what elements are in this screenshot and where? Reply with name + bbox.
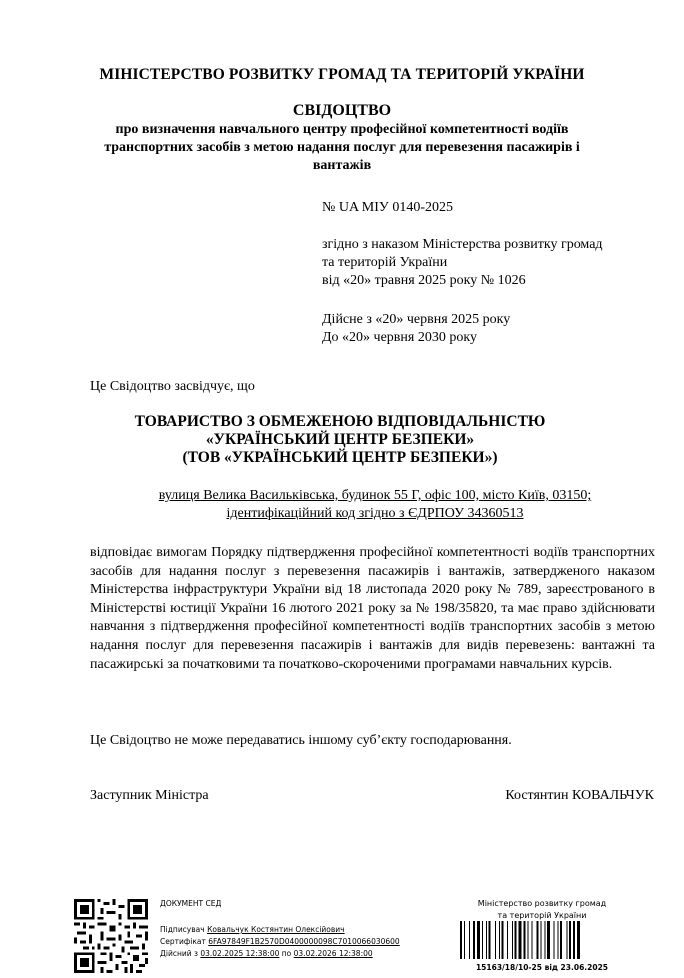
main-paragraph: відповідає вимогам Порядку підтвердження професійної компетентності водіїв транспортних засобів для надання послуг з перевезення пасажирів і вантажів, затвердженого наказом Міністерства інфраструктури України від 18 листопада 2020 року № 789, зареєстрованого в Міністерстві юстиції України 16 лютого 2021 року за № 198/35820, та має право здійснювати навчання з підтвердження професійної компетентності водіїв транспортних засобів з метою надання послуг для перевезення пасажирів і вантажів для видів перевезень: вантажні та пасажирські за початковими та початково-скороченими програмами навчальних курсів. — [90, 545, 655, 672]
valid-mid: по — [279, 949, 294, 958]
company-line: «УКРАЇНСЬКИЙ ЦЕНТР БЕЗПЕКИ» — [205, 431, 475, 448]
order-line: від «20» травня 2025 року № 1026 — [322, 273, 526, 288]
signer-prefix: Підписувач — [160, 925, 208, 934]
company-address — [100, 487, 650, 523]
barcode-icon — [460, 921, 610, 959]
registration-org — [452, 898, 632, 921]
certificate-number: № UA МІУ 0140-2025 — [322, 200, 453, 215]
company-line: ТОВАРИСТВО З ОБМЕЖЕНОЮ ВІДПОВІДАЛЬНІСТЮ — [134, 413, 546, 430]
document-title: СВІДОЦТВО — [292, 102, 392, 119]
document-subtitle — [80, 121, 604, 175]
qr-code-icon — [74, 899, 148, 973]
valid-to-value: 03.02.2026 12:38:00 — [293, 949, 373, 958]
no-transfer-note: Це Свідоцтво не може передаватись іншому суб’єкту господарювання. — [90, 733, 512, 748]
cert-prefix: Сертифікат — [160, 937, 209, 946]
cert-value: 6FA97849F1B2570D0400000098C7010066030600 — [208, 937, 400, 946]
edrpou-code: ідентифікаційний код згідно з ЄДРПОУ 34360513 — [226, 506, 524, 521]
address-line: вулиця Велика Васильківська, будинок 55 Г, офіс 100, місто Київ, 03150; — [158, 488, 592, 503]
subtitle-line: вантажів — [312, 158, 372, 173]
certificate-line — [160, 936, 400, 949]
subtitle-line: про визначення навчального центру професійної компетентності водіїв — [115, 122, 569, 137]
company-line: (ТОВ «УКРАЇНСЬКИЙ ЦЕНТР БЕЗПЕКИ») — [182, 449, 498, 466]
signer-position: Заступник Міністра — [90, 788, 209, 803]
valid-prefix: Дійсний з — [160, 949, 201, 958]
intro-text: Це Свідоцтво засвідчує, що — [90, 379, 255, 394]
signer-name: Костянтин КОВАЛЬЧУК — [505, 788, 654, 803]
valid-from-value: 03.02.2025 12:38:00 — [200, 949, 280, 958]
validity-line — [160, 948, 373, 961]
registration-org-line: та територій України — [497, 910, 587, 920]
order-line: та територій України — [322, 255, 448, 270]
order-line: згідно з наказом Міністерства розвитку громад — [322, 237, 603, 252]
registration-org-line: Міністерство розвитку громад — [477, 899, 607, 908]
valid-to: До «20» червня 2030 року — [322, 330, 477, 345]
registration-number: 15163/18/10-25 від 23.06.2025 — [475, 963, 609, 972]
order-reference — [322, 236, 667, 290]
validity-period — [322, 311, 510, 347]
ministry-title: МІНІСТЕРСТВО РОЗВИТКУ ГРОМАД ТА ТЕРИТОРІЙ УКРАЇНИ — [99, 66, 585, 83]
company-name — [90, 413, 590, 467]
subtitle-line: транспортних засобів з метою надання послуг для перевезення пасажирів і — [104, 140, 580, 155]
sed-label: ДОКУМЕНТ СЕД — [160, 899, 222, 908]
valid-from: Дійсне з «20» червня 2025 року — [322, 312, 511, 327]
signer-value: Ковальчук Костянтин Олексійович — [207, 925, 345, 934]
signer-line — [160, 924, 345, 937]
